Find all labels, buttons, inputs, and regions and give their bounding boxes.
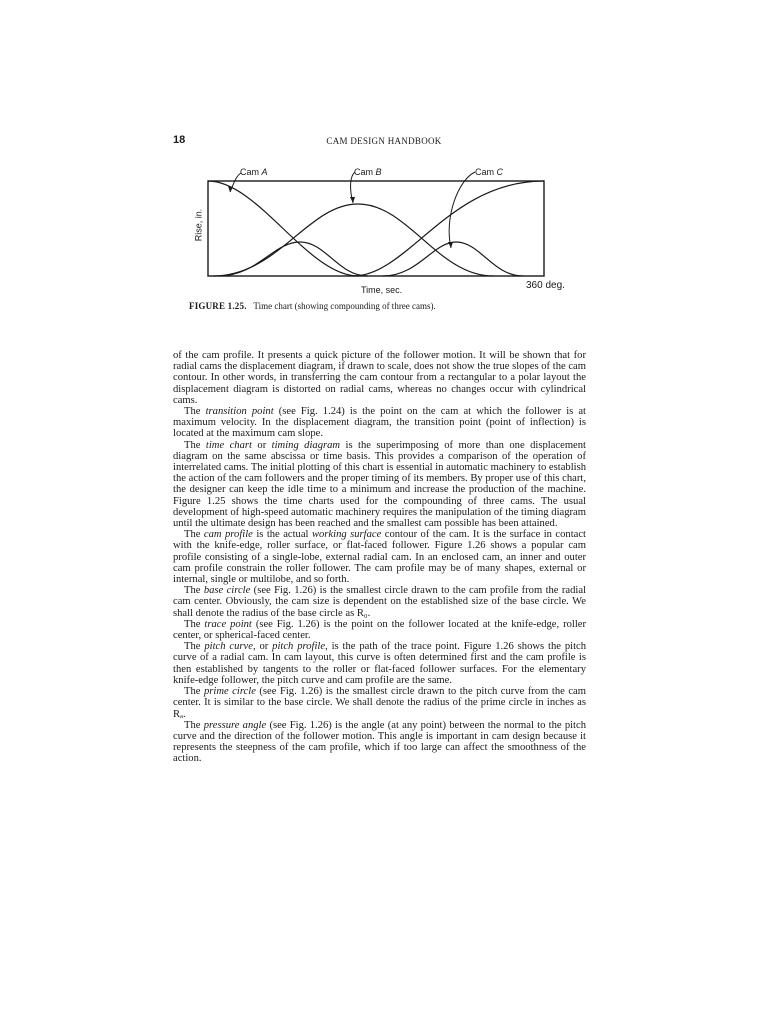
x-axis-label: Time, sec. (361, 285, 403, 295)
y-axis-label: Rise, in. (193, 208, 204, 242)
x-axis-end-label: 360 deg. (526, 280, 565, 291)
paragraph-1: of the cam profile. It presents a quick picture of the follower motion. It will be shown that for radial cams the displacement diagram, if drawn to scale, does not show the true slopes of the cam contour. In other words, in transferring the cam contour from a rectangular to a polar layout the displacement diagram is distorted on radial cams, whereas no changes occur with cylindrical cams. (173, 350, 586, 406)
cam-c-curve (353, 181, 544, 276)
page-number: 18 (173, 134, 186, 146)
paragraph-cam-profile: The cam profile is the actual working surface contour of the cam. It is the surface in contact with the knife-edge, roller surface, or flat-faced follower. Figure 1.26 shows a popular cam profile consisting of a single-lobe, external radial cam. In an enclosed cam, an inner and outer cam profile constrain the roller follower. The cam profile may be of many shapes, external or internal, single or multilobe, and so forth. (173, 529, 587, 586)
cam-e-curve (383, 242, 523, 276)
paragraph-transition-point: The transition point (see Fig. 1.24) is the point on the cam at which the follower is at maximum velocity. In the displacement diagram, the transition point (point of inflection) is located at the maximum cam slope. (173, 406, 586, 440)
label-cam-b: Cam B (354, 167, 382, 177)
arrow-cam-a (228, 186, 233, 192)
paragraph-trace-point: The trace point (see Fig. 1.26) is the point on the follower located at the knife-edge, roller center, or spherical-faced center. (173, 618, 587, 642)
paragraph-pressure-angle: The pressure angle (see Fig. 1.26) is the angle (at any point) between the normal to the pitch curve and the direction of the follower motion. This angle is important in cam design because it represents the steepness of the cam profile, which if too large can affect the smoothness of the action. (173, 719, 586, 765)
running-head: CAM DESIGN HANDBOOK (326, 136, 442, 146)
time-chart-figure (188, 158, 588, 308)
leader-cam-c (449, 172, 475, 248)
body-text (173, 350, 586, 765)
figure-caption: FIGURE 1.25. Time chart (showing compounding of three cams). (189, 301, 436, 311)
label-cam-c: Cam C (475, 167, 504, 177)
paragraph-prime-circle: The prime circle (see Fig. 1.26) is the smallest circle drawn to the pitch curve from the cam center. It is similar to the base circle. We shall denote the radius of the prime circle in inches as Rₐ. (173, 686, 586, 720)
paragraph-pitch-curve: The pitch curve, or pitch profile, is the path of the trace point. Figure 1.26 shows the pitch curve of a radial cam. In cam layout, this curve is often determined first and the cam profile is then established by tangents to the roller or flat-faced follower surfaces. For the elementary knife-edge follower, the pitch curve and cam profile are the same. (173, 641, 587, 686)
chart-frame (208, 181, 544, 276)
label-cam-a: Cam A (240, 167, 268, 177)
paragraph-time-chart: The time chart or timing diagram is the superimposing of more than one displacement diagram on the same abscissa or time basis. This provides a comparison of the operation of interrelated cams. The initial plotting of this chart is essential in automatic machinery to establish the action of the cam followers and the proper timing of its members. By proper use of this chart, the designer can keep the idle time to a minimum and increase the production of the machine. Figure 1.25 shows the time charts used for the compounding of three cams. The usual development of high-speed automatic machinery requires the manipulation of the timing diagram until the ultimate design has been reached and the smallest cam possible has been attained. (173, 439, 586, 530)
paragraph-base-circle: The base circle (see Fig. 1.26) is the smallest circle drawn to the cam profile from the radial cam center. Obviously, the cam size is dependent on the established size of the base circle. We shall denote the radius of the base circle as R₀. (173, 585, 586, 619)
